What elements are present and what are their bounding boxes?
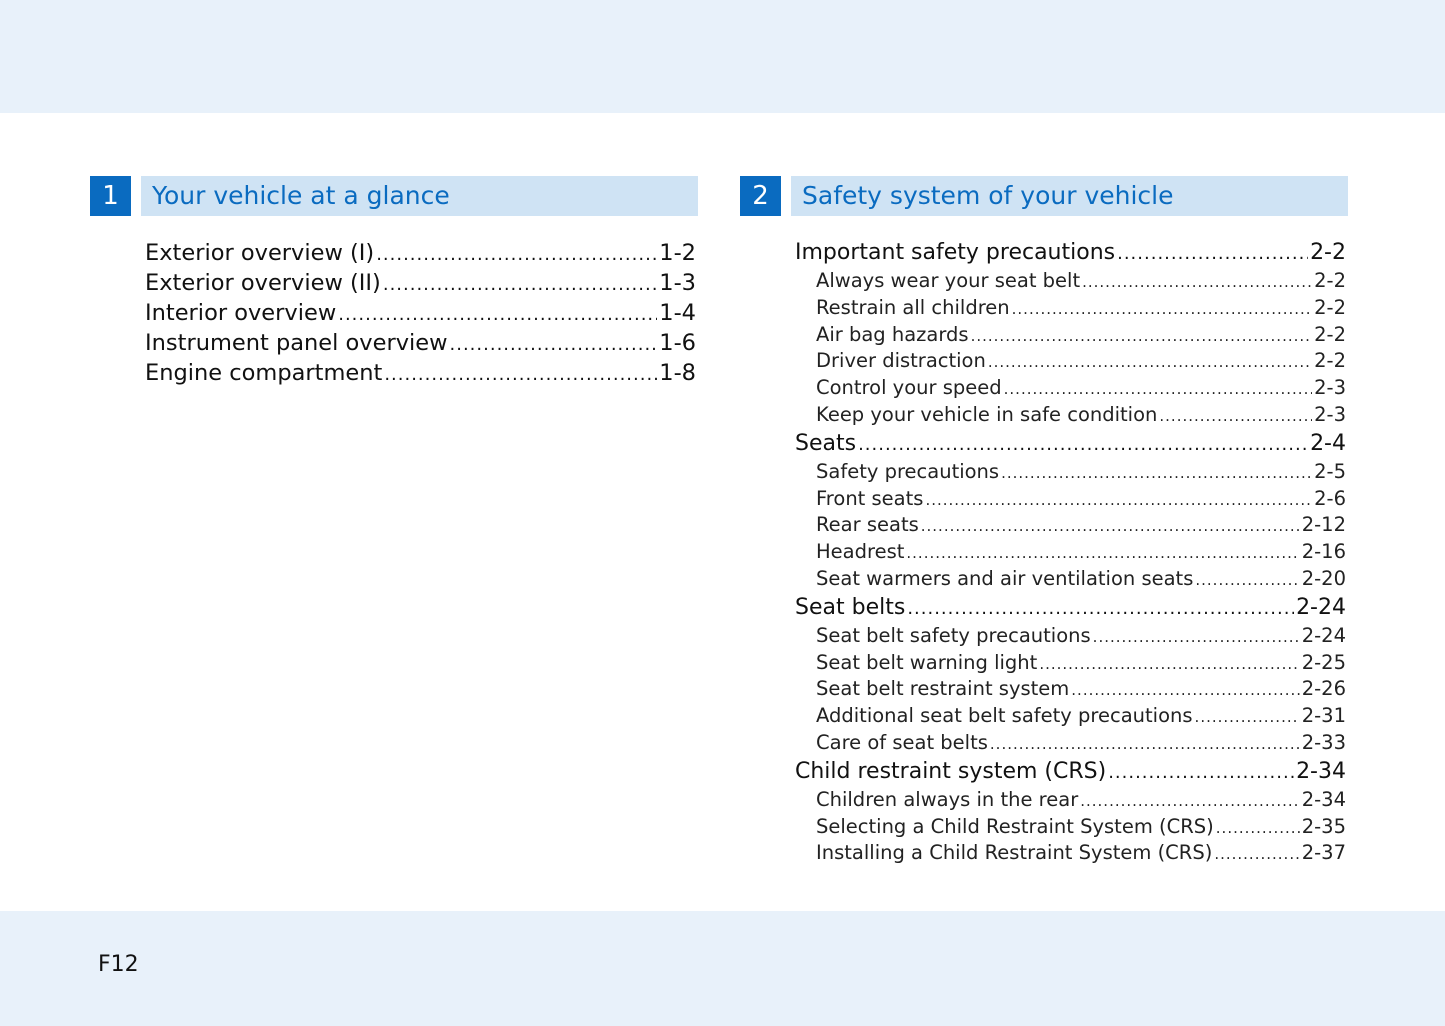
toc-entry-label: Instrument panel overview (145, 330, 448, 356)
toc-entry-label: Care of seat belts (816, 730, 988, 754)
dot-leader (1080, 787, 1300, 815)
toc-entry[interactable] (145, 268, 696, 298)
toc-subentry[interactable] (795, 676, 1346, 703)
toc-entry-page: 2-24 (1301, 623, 1346, 647)
toc-entry-label: Rear seats (816, 513, 919, 537)
toc-entry-page: 2-2 (1314, 269, 1346, 292)
toc-subentry[interactable] (795, 486, 1346, 513)
toc-entry-page: 2-35 (1301, 814, 1346, 838)
toc-entry-label: Additional seat belt safety precautions (816, 704, 1193, 728)
toc-subentry[interactable] (795, 539, 1346, 566)
toc-entry-label: Front seats (816, 486, 924, 510)
dot-leader (1001, 459, 1312, 487)
toc-entry-label: Restrain all children (816, 295, 1010, 319)
section-2-header (740, 176, 1348, 216)
dot-leader (1093, 623, 1300, 651)
dot-leader (971, 322, 1313, 350)
toc-entry-label: Seat belt safety precautions (816, 623, 1091, 647)
dot-leader (1214, 840, 1299, 868)
toc-entry-label: Always wear your seat belt (816, 269, 1081, 292)
toc-entry[interactable] (795, 757, 1346, 787)
toc-entry-page: 2-12 (1301, 513, 1346, 537)
toc-subentry[interactable] (795, 459, 1346, 486)
toc-entry[interactable] (795, 429, 1346, 459)
toc-entry-page: 2-2 (1314, 295, 1346, 319)
toc-entry-label: Child restraint system (CRS) (795, 758, 1107, 784)
top-band (0, 0, 1445, 113)
toc-entry-label: Driver distraction (816, 349, 986, 373)
toc-entry-page: 2-26 (1301, 677, 1346, 701)
page-number: F12 (98, 952, 139, 977)
section-1-title[interactable]: Your vehicle at a glance (141, 176, 698, 216)
section-2-title[interactable]: Safety system of your vehicle (791, 176, 1348, 216)
toc-subentry[interactable] (795, 730, 1346, 757)
toc-entry-page: 1-4 (659, 300, 696, 326)
toc-entry-label: Interior overview (145, 300, 337, 326)
toc-subentry[interactable] (795, 787, 1346, 814)
toc-entry[interactable] (145, 328, 696, 358)
toc-entry-label: Seat warmers and air ventilation seats (816, 566, 1194, 590)
toc-subentry[interactable] (795, 703, 1346, 730)
toc-entry-label: Exterior overview (I) (145, 240, 375, 266)
toc-entry-label: Exterior overview (II) (145, 270, 381, 296)
toc-entry-page: 2-16 (1301, 540, 1346, 564)
section-1-header (90, 176, 698, 216)
toc-entry-label: Keep your vehicle in safe condition (816, 402, 1158, 426)
section-2 (740, 176, 1348, 216)
toc-entry-label: Engine compartment (145, 360, 383, 386)
bottom-band (0, 911, 1445, 1026)
section-2-toc (795, 238, 1346, 867)
dot-leader (384, 358, 657, 390)
toc-entry-page: 2-2 (1314, 349, 1346, 373)
toc-entry-label: Control your speed (816, 376, 1002, 400)
toc-entry-page: 2-3 (1314, 402, 1346, 426)
dot-leader (990, 730, 1300, 758)
toc-entry-page: 2-5 (1314, 459, 1346, 483)
toc-entry-label: Selecting a Child Restraint System (CRS) (816, 814, 1214, 838)
section-1-toc (145, 238, 696, 388)
toc-entry-label: Air bag hazards (816, 322, 969, 346)
dot-leader (376, 238, 657, 270)
dot-leader (858, 429, 1308, 460)
toc-entry-page: 1-2 (659, 240, 696, 266)
toc-entry-page: 2-4 (1310, 430, 1346, 456)
toc-entry[interactable] (145, 358, 696, 388)
dot-leader (1195, 703, 1300, 731)
toc-entry-page: 1-6 (659, 330, 696, 356)
dot-leader (1216, 814, 1300, 842)
toc-entry[interactable] (145, 298, 696, 328)
toc-subentry[interactable] (795, 566, 1346, 593)
toc-entry-page: 2-31 (1301, 704, 1346, 728)
dot-leader (383, 268, 657, 300)
toc-subentry[interactable] (795, 814, 1346, 841)
dot-leader (907, 593, 1294, 624)
toc-entry-label: Important safety precautions (795, 240, 1116, 265)
toc-entry-page: 2-6 (1314, 486, 1346, 510)
dot-leader (925, 486, 1312, 514)
toc-subentry[interactable] (795, 840, 1346, 867)
dot-leader (1082, 268, 1312, 296)
toc-entry-page: 2-33 (1301, 730, 1346, 754)
dot-leader (338, 298, 657, 330)
dot-leader (1071, 676, 1299, 704)
dot-leader (1039, 650, 1299, 678)
toc-entry-label: Headrest (816, 540, 905, 564)
toc-subentry[interactable] (795, 322, 1346, 349)
section-1 (90, 176, 698, 216)
toc-entry-label: Children always in the rear (816, 787, 1079, 811)
toc-subentry[interactable] (795, 650, 1346, 677)
toc-subentry[interactable] (795, 295, 1346, 322)
toc-entry-page: 2-24 (1296, 594, 1346, 620)
toc-entry-page: 2-3 (1314, 376, 1346, 400)
toc-subentry[interactable] (795, 268, 1346, 295)
toc-entry-label: Seats (795, 430, 857, 456)
dot-leader (906, 539, 1299, 567)
toc-entry-page: 2-20 (1301, 566, 1346, 590)
section-2-number: 2 (740, 176, 781, 216)
toc-subentry[interactable] (795, 348, 1346, 375)
toc-entry[interactable] (795, 593, 1346, 623)
toc-entry-page: 2-34 (1296, 758, 1346, 784)
toc-entry-page: 1-8 (659, 360, 696, 386)
dot-leader (1004, 375, 1313, 403)
dot-leader (921, 512, 1300, 540)
toc-entry-label: Installing a Child Restraint System (CRS) (816, 841, 1213, 865)
toc-entry-label: Seat belt warning light (816, 650, 1038, 674)
toc-entry-label: Seat belt restraint system (816, 677, 1070, 701)
dot-leader (450, 328, 658, 360)
toc-subentry[interactable] (795, 623, 1346, 650)
dot-leader (988, 348, 1312, 376)
dot-leader (1159, 402, 1312, 430)
toc-entry[interactable] (145, 238, 696, 268)
toc-entry-page: 1-3 (659, 270, 696, 296)
toc-entry-page: 2-34 (1301, 787, 1346, 811)
dot-leader (1012, 295, 1313, 323)
toc-entry[interactable] (795, 238, 1346, 268)
toc-entry-label: Seat belts (795, 594, 906, 620)
toc-entry-page: 2-37 (1301, 841, 1346, 865)
dot-leader (1117, 238, 1308, 269)
toc-subentry[interactable] (795, 402, 1346, 429)
toc-entry-page: 2-2 (1310, 240, 1346, 265)
toc-entry-label: Safety precautions (816, 459, 1000, 483)
toc-entry-page: 2-2 (1314, 322, 1346, 346)
dot-leader (1108, 757, 1294, 788)
toc-entry-page: 2-25 (1301, 650, 1346, 674)
toc-subentry[interactable] (795, 512, 1346, 539)
toc-subentry[interactable] (795, 375, 1346, 402)
section-1-number: 1 (90, 176, 131, 216)
dot-leader (1195, 566, 1299, 594)
